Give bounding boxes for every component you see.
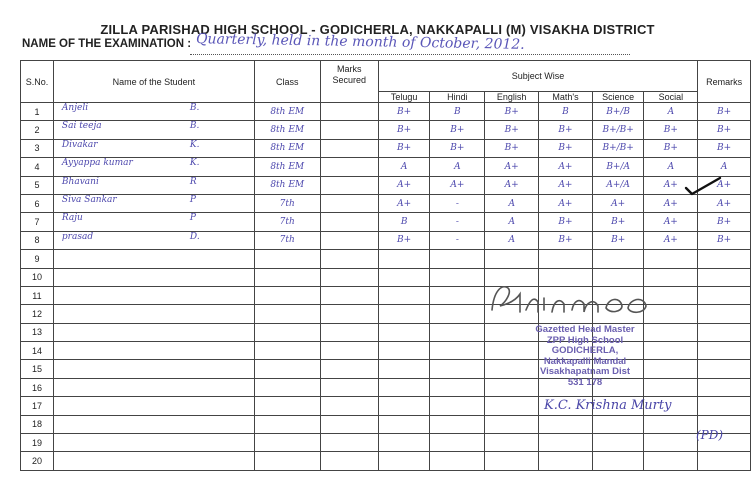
student-class: 7th [254,231,320,249]
col-subject-social: Social [644,92,698,103]
grade-social: A+ [644,231,698,249]
student-class [254,323,320,341]
student-class [254,397,320,415]
student-remarks: B+ [698,121,751,139]
student-initial: P [189,213,196,224]
row-sno: 13 [21,323,54,341]
col-name: Name of the Student [53,61,254,103]
row-sno: 14 [21,342,54,360]
student-class [254,360,320,378]
student-name: Anjeli [61,103,89,113]
row-sno: 17 [21,397,54,415]
grade-hindi: B+ [430,139,485,157]
exam-underline [190,54,630,55]
student-initial: R [189,176,197,187]
table-row [21,434,751,452]
grade-maths [539,434,593,452]
grade-social [644,434,698,452]
grade-social: A+ [644,194,698,212]
row-sno: 15 [21,360,54,378]
col-subject-wise: Subject Wise [378,61,697,92]
student-name-cell [53,194,254,212]
student-remarks [698,360,751,378]
grade-hindi: B [430,103,485,121]
student-name: Raju [61,213,83,224]
student-marks [320,434,378,452]
grade-science [592,434,644,452]
officer-signature-suffix: (PD) [696,428,724,442]
row-sno: 19 [21,434,54,452]
student-remarks [698,305,751,323]
table-row [21,452,751,470]
table-row [21,213,751,231]
grade-science: B+/B+ [592,139,644,157]
officer-signature: K.C. Krishna Murty [544,398,672,413]
student-remarks [698,286,751,304]
row-sno: 4 [21,158,54,176]
grade-telugu [378,378,430,396]
student-remarks: A [698,158,751,176]
grade-social: A+ [644,176,698,194]
student-name-cell [53,158,254,176]
grade-social: A [644,103,698,121]
student-name-cell [53,378,254,396]
student-class: 8th EM [254,176,320,194]
col-remarks: Remarks [698,61,751,103]
student-name-cell [53,452,254,470]
row-sno: 12 [21,305,54,323]
row-sno: 1 [21,103,54,121]
student-name: Siva Sankar [61,194,117,205]
row-sno: 11 [21,286,54,304]
student-initial: K. [189,139,200,150]
grade-hindi [430,268,485,286]
student-class [254,452,320,470]
grade-telugu: B+ [378,139,430,157]
grade-maths: B+ [539,121,593,139]
student-remarks [698,452,751,470]
student-marks [320,378,378,396]
school-stamp [520,325,650,388]
grade-science [592,250,644,268]
student-marks [320,213,378,231]
student-class [254,378,320,396]
student-name-cell [53,397,254,415]
col-subject-maths: Math's [539,92,593,103]
student-marks [320,231,378,249]
table-row [21,158,751,176]
grade-social [644,342,698,360]
grade-social: B+ [644,139,698,157]
student-initial: P [189,194,196,205]
grade-hindi [430,342,485,360]
table-row [21,103,751,121]
grade-hindi: B+ [430,121,485,139]
grade-hindi [430,378,485,396]
grade-english [485,415,539,433]
grade-english: A [485,231,539,249]
table-row [21,121,751,139]
student-name-cell [53,415,254,433]
student-marks [320,250,378,268]
grade-english [485,452,539,470]
student-marks [320,415,378,433]
grade-social [644,452,698,470]
grade-hindi [430,305,485,323]
student-name-cell [53,434,254,452]
student-remarks [698,323,751,341]
grade-telugu [378,342,430,360]
student-remarks [698,250,751,268]
table-row [21,231,751,249]
grade-english: B+ [485,121,539,139]
student-class [254,434,320,452]
student-name: Ayyappa kumar [61,158,133,169]
grade-maths [539,250,593,268]
grade-telugu: A+ [378,194,430,212]
grade-science: B+ [592,213,644,231]
head-master-signature-text: Rinimoo [486,280,490,281]
table-row [21,139,751,157]
grade-maths: A+ [539,176,593,194]
grade-telugu [378,397,430,415]
stamp-line: GODICHERLA, [551,345,619,356]
student-marks [320,452,378,470]
grade-science: B+/B+ [592,121,644,139]
stamp-line: Nakkapalli Mandal [543,355,627,367]
student-class: 7th [254,194,320,212]
student-marks [320,342,378,360]
grade-english [485,434,539,452]
stamp-line: ZPP High School [546,334,624,346]
table-row [21,194,751,212]
student-class: 8th EM [254,121,320,139]
exam-label: NAME OF THE EXAMINATION : [22,38,192,50]
student-name-cell [53,213,254,231]
student-remarks: A+ [698,176,751,194]
student-class [254,342,320,360]
student-class [254,415,320,433]
col-subject-telugu: Telugu [378,92,430,103]
student-marks [320,397,378,415]
grade-social [644,415,698,433]
col-class: Class [254,61,320,103]
grade-hindi [430,323,485,341]
grade-maths: A+ [539,158,593,176]
student-class [254,286,320,304]
grade-telugu [378,415,430,433]
grade-maths: B+ [539,231,593,249]
table-row [21,415,751,433]
grade-maths: A+ [539,194,593,212]
head-master-signature [486,280,666,326]
row-sno: 8 [21,231,54,249]
stamp-line: 531 178 [567,376,603,388]
student-marks [320,121,378,139]
grade-telugu [378,305,430,323]
row-sno: 20 [21,452,54,470]
row-sno: 9 [21,250,54,268]
student-marks [320,360,378,378]
student-marks [320,286,378,304]
student-class: 8th EM [254,139,320,157]
row-sno: 7 [21,213,54,231]
check-mark-icon [684,174,724,196]
student-name-cell [53,139,254,157]
grade-social: A+ [644,213,698,231]
grade-science [592,452,644,470]
student-remarks: A+ [698,194,751,212]
student-name-cell [53,231,254,249]
grade-english: B+ [485,139,539,157]
student-name-cell [53,342,254,360]
student-class: 8th EM [254,103,320,121]
table-row [21,250,751,268]
grade-english: A+ [485,158,539,176]
student-marks [320,103,378,121]
grade-english: A [485,194,539,212]
student-name-cell [53,121,254,139]
student-name-cell [53,360,254,378]
grade-telugu [378,286,430,304]
grade-hindi [430,452,485,470]
student-initial: K. [189,158,200,169]
student-class: 8th EM [254,158,320,176]
stamp-line: Visakhapatnam Dist [539,366,631,377]
grade-maths: B [539,103,593,121]
student-name-cell [53,323,254,341]
student-marks [320,158,378,176]
student-class [254,268,320,286]
col-marks [320,61,378,103]
student-marks [320,139,378,157]
grade-hindi: A+ [430,176,485,194]
student-name-cell [53,250,254,268]
grade-science: A+/A [592,176,644,194]
student-initial: B. [189,103,200,113]
grade-maths [539,452,593,470]
grade-social: A [644,158,698,176]
grade-english: B+ [485,103,539,121]
row-sno: 5 [21,176,54,194]
col-marks-label: Marks Secured [332,64,366,85]
student-name: prasad [61,231,94,242]
grade-hindi [430,360,485,378]
grade-english: A [485,213,539,231]
student-class [254,250,320,268]
student-remarks: B+ [698,139,751,157]
grade-hindi [430,397,485,415]
student-marks [320,176,378,194]
row-sno: 2 [21,121,54,139]
grade-telugu [378,434,430,452]
grade-science: B+ [592,231,644,249]
student-marks [320,268,378,286]
student-class: 7th [254,213,320,231]
grade-telugu [378,452,430,470]
grade-telugu [378,360,430,378]
grade-hindi [430,415,485,433]
row-sno: 10 [21,268,54,286]
grade-social [644,250,698,268]
grade-hindi: - [430,213,485,231]
student-initial: D. [189,231,200,242]
student-name: Sai teeja [61,121,102,132]
student-remarks [698,342,751,360]
exam-name-handwritten: Quarterly, held in the month of October, 2012. [195,31,525,53]
grade-telugu: B+ [378,121,430,139]
grade-hindi: A [430,158,485,176]
student-name-cell [53,305,254,323]
grade-telugu [378,250,430,268]
row-sno: 18 [21,415,54,433]
row-sno: 16 [21,378,54,396]
stamp-line: Gazetted Head Master [535,324,635,335]
grade-hindi: - [430,194,485,212]
grade-social: B+ [644,121,698,139]
grade-hindi: - [430,231,485,249]
student-remarks [698,397,751,415]
grade-science: A+ [592,194,644,212]
student-remarks: B+ [698,231,751,249]
grade-social [644,360,698,378]
grade-hindi [430,286,485,304]
row-sno: 6 [21,194,54,212]
student-name: Bhavani [61,176,99,187]
grade-telugu: A+ [378,176,430,194]
student-remarks: B+ [698,213,751,231]
grade-hindi [430,250,485,268]
student-marks [320,194,378,212]
grade-maths: B+ [539,139,593,157]
col-subject-hindi: Hindi [430,92,485,103]
grade-english [485,397,539,415]
student-name-cell [53,103,254,121]
student-name: Divakar [61,139,98,150]
grade-telugu [378,268,430,286]
grade-telugu: B+ [378,231,430,249]
grade-social [644,378,698,396]
grade-english [485,250,539,268]
table-row [21,176,751,194]
grade-telugu: B [378,213,430,231]
grade-science [592,415,644,433]
student-initial: B. [189,121,200,132]
grade-science: B+/A [592,158,644,176]
grade-telugu [378,323,430,341]
student-marks [320,305,378,323]
student-remarks [698,268,751,286]
school-title: ZILLA PARISHAD HIGH SCHOOL - GODICHERLA, NAKKAPALLI (M) VISAKHA DISTRICT [100,22,655,37]
col-subject-science: Science [592,92,644,103]
student-marks [320,323,378,341]
grade-maths [539,415,593,433]
grade-telugu: A [378,158,430,176]
grade-science: B+/B [592,103,644,121]
student-name-cell [53,268,254,286]
grade-telugu: B+ [378,103,430,121]
student-name-cell [53,176,254,194]
col-sno: S.No. [21,61,54,103]
col-subject-english: English [485,92,539,103]
grade-english: A+ [485,176,539,194]
student-remarks [698,378,751,396]
student-remarks: B+ [698,103,751,121]
student-name-cell [53,286,254,304]
student-class [254,305,320,323]
row-sno: 3 [21,139,54,157]
grade-maths: B+ [539,213,593,231]
grade-hindi [430,434,485,452]
